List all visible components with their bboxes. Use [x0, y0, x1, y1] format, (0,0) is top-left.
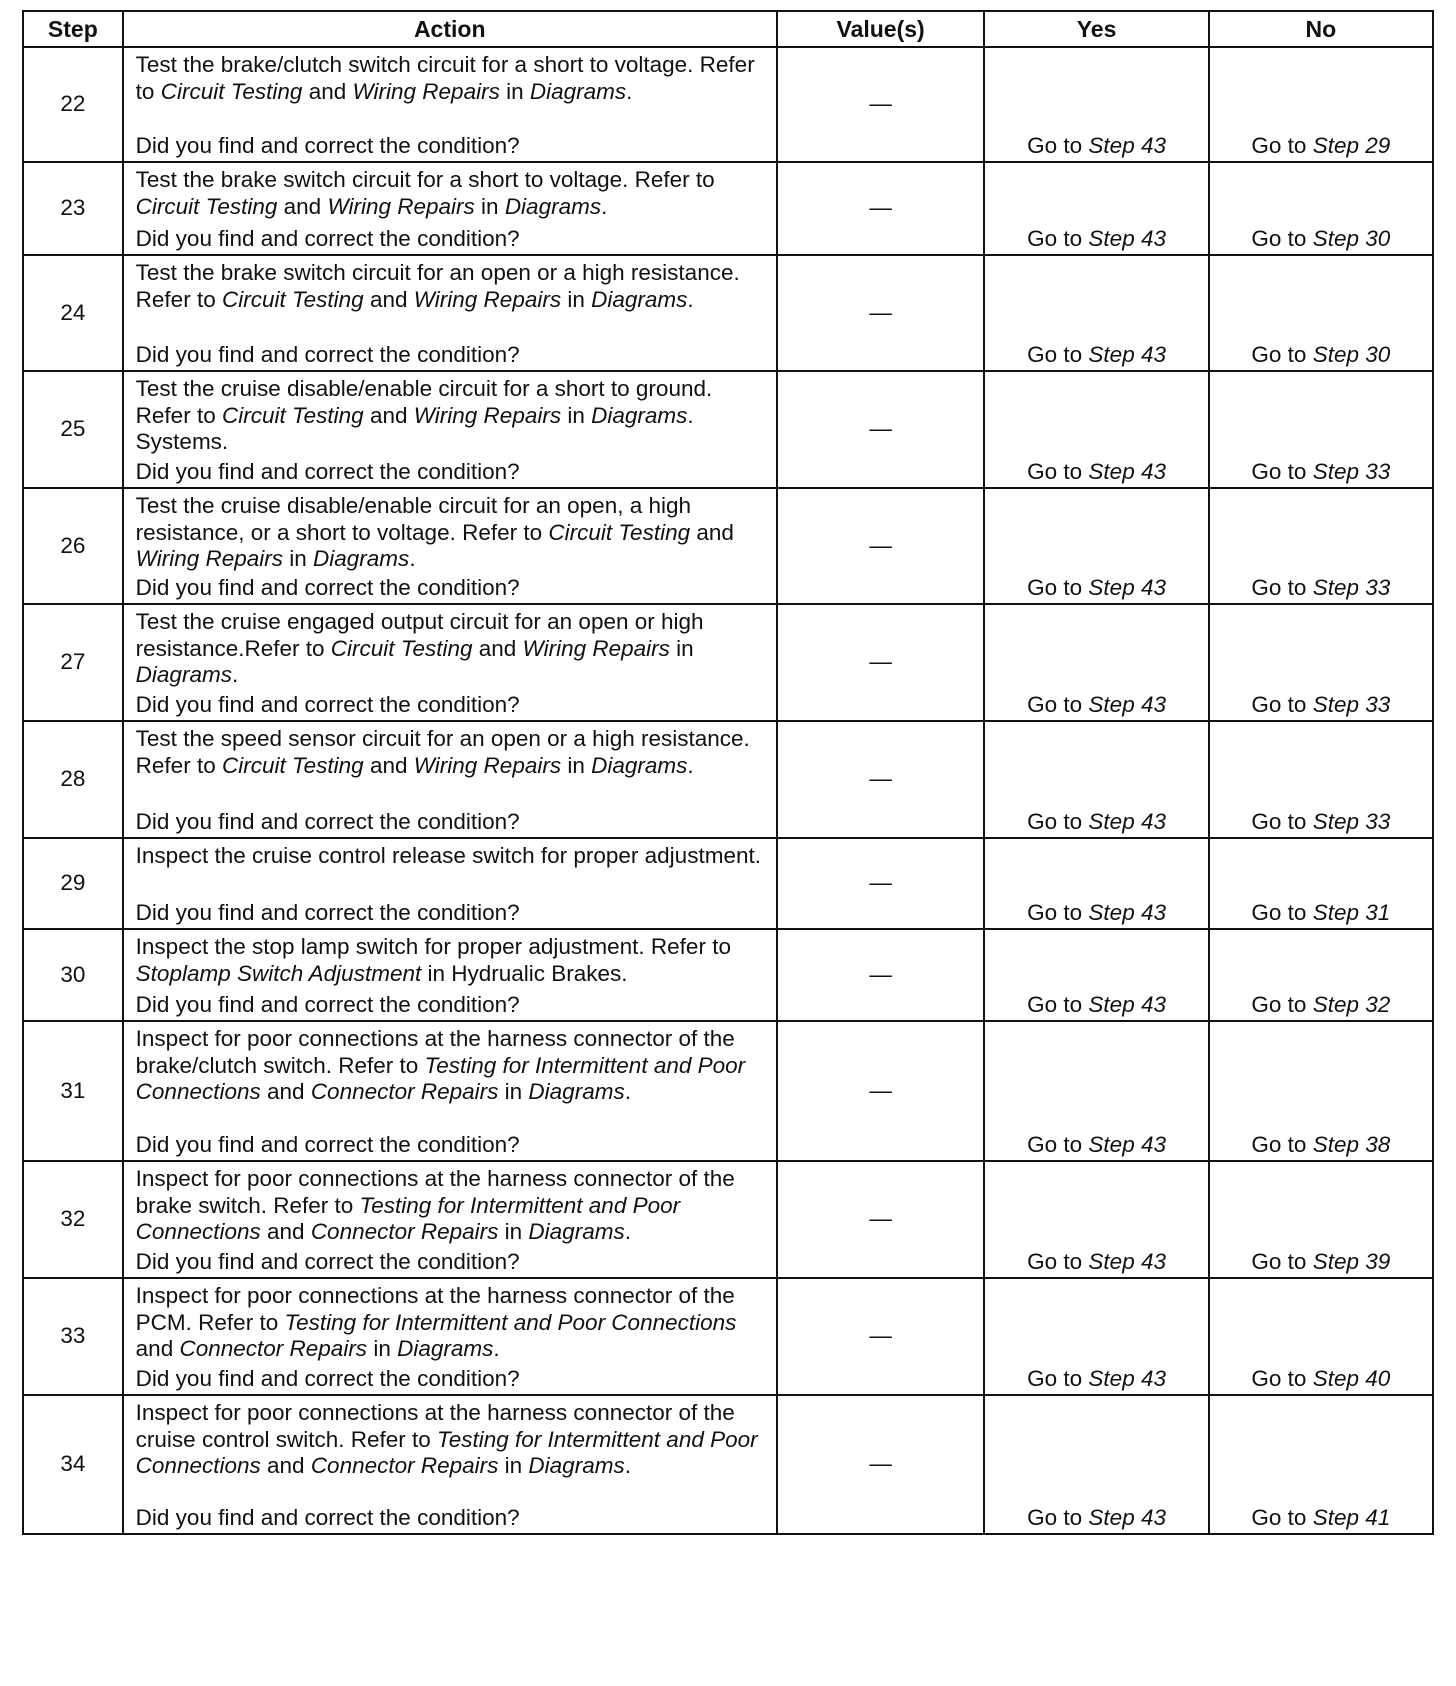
no-cell: [1209, 162, 1433, 255]
action-content: [136, 1026, 766, 1158]
reference-link: Diagrams: [529, 78, 627, 104]
action-cell: [123, 604, 777, 721]
question-text: Did you find and correct the condition?: [135, 132, 520, 158]
question-text: Did you find and correct the condition?: [135, 991, 520, 1017]
action-segment: and: [690, 519, 734, 545]
action-content: [136, 52, 766, 159]
table-row: [23, 838, 1433, 929]
action-cell: [123, 721, 777, 838]
table-row: [23, 162, 1433, 255]
yes-step-link: Step 43: [1088, 1365, 1166, 1391]
step-number: 26: [23, 488, 123, 604]
action-segment: and: [260, 1079, 311, 1104]
action-segment: in: [561, 286, 592, 312]
action-cell: [123, 1021, 777, 1161]
yes-cell: [984, 371, 1208, 488]
action-segment: and: [472, 635, 523, 661]
no-prefix: Go to: [1251, 991, 1313, 1017]
action-segment: .: [624, 1219, 631, 1244]
no-step-link: Step 30: [1312, 341, 1391, 367]
action-segment: in Hydrualic Brakes.: [421, 960, 628, 986]
no-cell: [1209, 838, 1433, 929]
step-number: 28: [23, 721, 123, 838]
action-text: [136, 726, 766, 779]
reference-link: Diagrams: [504, 193, 602, 219]
action-text: [136, 1283, 766, 1363]
action-segment: in: [498, 1453, 529, 1478]
header-action: Action: [123, 11, 777, 47]
value-cell: —: [777, 604, 985, 721]
yes-prefix: Go to: [1027, 458, 1089, 484]
action-segment: and: [135, 1336, 180, 1361]
action-cell: [123, 47, 777, 162]
action-segment: .: [231, 662, 239, 687]
action-content: [136, 1166, 766, 1275]
yes-cell: [984, 604, 1208, 721]
no-prefix: Go to: [1251, 808, 1313, 834]
table-row: [23, 721, 1433, 838]
question-text: Did you find and correct the condition?: [135, 1365, 520, 1391]
step-number: 29: [23, 838, 123, 929]
value-cell: —: [777, 838, 985, 929]
action-content: [136, 726, 766, 835]
yes-prefix: Go to: [1027, 808, 1089, 834]
table-row: [23, 47, 1433, 162]
value-cell: —: [777, 929, 985, 1021]
reference-link: Wiring Repairs: [522, 635, 670, 661]
header-values: Value(s): [777, 11, 985, 47]
reference-link: Testing for Intermittent and Poor Connections: [284, 1309, 737, 1335]
yes-cell: [984, 1021, 1208, 1161]
reference-link: Wiring Repairs: [413, 286, 562, 312]
action-cell: [123, 488, 777, 604]
no-prefix: Go to: [1251, 1248, 1313, 1274]
no-prefix: Go to: [1251, 225, 1313, 251]
action-text: [136, 934, 766, 987]
reference-link: Diagrams: [591, 402, 688, 428]
table-row: [23, 1395, 1433, 1534]
no-cell: [1209, 488, 1433, 604]
yes-prefix: Go to: [1027, 1365, 1089, 1391]
action-segment: Inspect for poor connections at the harness connector of the cruise control switch. Refer to: [135, 1400, 735, 1452]
yes-prefix: Go to: [1027, 1248, 1089, 1274]
reference-link: Wiring Repairs: [327, 193, 475, 219]
no-step-link: Step 32: [1312, 991, 1391, 1017]
header-row: [23, 11, 1433, 47]
no-prefix: Go to: [1251, 1365, 1313, 1391]
action-segment: Test the cruise disable/enable circuit for a short to ground. Refer to: [135, 376, 713, 428]
yes-step-link: Step 43: [1088, 132, 1166, 158]
action-segment: Inspect for poor connections at the harness connector of the PCM. Refer to: [135, 1283, 735, 1335]
yes-cell: [984, 721, 1208, 838]
yes-step-link: Step 43: [1088, 808, 1166, 834]
reference-link: Diagrams: [528, 1453, 625, 1478]
action-segment: and: [363, 402, 414, 428]
action-cell: [123, 1395, 777, 1534]
value-cell: —: [777, 488, 985, 604]
yes-step-link: Step 43: [1088, 899, 1166, 925]
yes-step-link: Step 43: [1088, 1248, 1166, 1274]
reference-link: Circuit Testing: [221, 752, 364, 778]
action-cell: [123, 371, 777, 488]
action-text: [136, 609, 766, 689]
yes-step-link: Step 43: [1088, 1504, 1166, 1530]
yes-prefix: Go to: [1027, 574, 1089, 600]
value-cell: —: [777, 162, 985, 255]
yes-prefix: Go to: [1027, 1504, 1089, 1530]
reference-link: Wiring Repairs: [352, 78, 500, 104]
yes-prefix: Go to: [1027, 225, 1089, 251]
yes-prefix: Go to: [1027, 132, 1089, 158]
reference-link: Testing for Intermittent and Poor Connections: [135, 1192, 681, 1244]
question-text: Did you find and correct the condition?: [135, 1504, 520, 1530]
no-prefix: Go to: [1251, 458, 1313, 484]
question-text: Did you find and correct the condition?: [135, 1131, 520, 1157]
yes-cell: [984, 162, 1208, 255]
yes-step-link: Step 43: [1088, 341, 1166, 367]
no-cell: [1209, 1278, 1433, 1395]
action-segment: .: [409, 546, 416, 571]
table-row: [23, 1161, 1433, 1278]
question-text: Did you find and correct the condition?: [135, 458, 520, 484]
table-row: [23, 929, 1433, 1021]
table-row: [23, 488, 1433, 604]
action-cell: [123, 1278, 777, 1395]
action-content: [136, 260, 766, 368]
value-cell: —: [777, 1021, 985, 1161]
no-step-link: Step 33: [1312, 691, 1391, 717]
action-cell: [123, 255, 777, 371]
yes-cell: [984, 838, 1208, 929]
action-content: [136, 1283, 766, 1392]
reference-link: Circuit Testing: [221, 402, 364, 428]
yes-step-link: Step 43: [1088, 574, 1166, 600]
action-segment: in: [669, 635, 694, 661]
action-text: [136, 167, 766, 220]
question-text: Did you find and correct the condition?: [135, 1248, 520, 1274]
step-number: 25: [23, 371, 123, 488]
no-cell: [1209, 47, 1433, 162]
table-row: [23, 371, 1433, 488]
no-cell: [1209, 371, 1433, 488]
reference-link: Circuit Testing: [330, 635, 473, 661]
no-prefix: Go to: [1251, 899, 1313, 925]
action-text: [136, 1400, 766, 1480]
question-text: Did you find and correct the condition?: [135, 225, 520, 251]
no-cell: [1209, 255, 1433, 371]
yes-cell: [984, 1395, 1208, 1534]
header-step: Step: [23, 11, 123, 47]
action-segment: Inspect the cruise control release switch for proper adjustment.: [135, 843, 761, 868]
action-content: [136, 609, 766, 718]
action-segment: in: [499, 78, 530, 104]
action-cell: [123, 162, 777, 255]
yes-cell: [984, 47, 1208, 162]
step-number: 27: [23, 604, 123, 721]
no-step-link: Step 39: [1312, 1248, 1391, 1274]
no-step-link: Step 30: [1312, 225, 1391, 251]
value-cell: —: [777, 1278, 985, 1395]
no-prefix: Go to: [1251, 1504, 1313, 1530]
reference-link: Diagrams: [313, 546, 410, 571]
no-step-link: Step 41: [1312, 1504, 1391, 1530]
step-number: 23: [23, 162, 123, 255]
yes-prefix: Go to: [1027, 341, 1089, 367]
no-step-link: Step 31: [1312, 899, 1391, 925]
action-segment: and: [363, 752, 414, 778]
table-body: [23, 47, 1433, 1534]
yes-cell: [984, 1278, 1208, 1395]
action-segment: Test the brake/clutch switch circuit for a short to voltage. Refer to: [135, 52, 755, 104]
diagnostic-table: [22, 10, 1434, 1535]
yes-cell: [984, 255, 1208, 371]
action-segment: Test the brake switch circuit for an open or a high resistance. Refer to: [135, 260, 740, 312]
no-step-link: Step 40: [1312, 1365, 1391, 1391]
reference-link: Diagrams: [528, 1219, 625, 1244]
step-number: 32: [23, 1161, 123, 1278]
action-segment: . Systems.: [135, 402, 694, 454]
action-segment: .: [601, 193, 608, 219]
action-segment: .: [624, 1079, 631, 1104]
header-yes: Yes: [984, 11, 1208, 47]
step-number: 30: [23, 929, 123, 1021]
action-segment: Inspect for poor connections at the harness connector of the brake switch. Refer to: [135, 1166, 735, 1218]
action-segment: in: [474, 193, 505, 219]
reference-link: Connector Repairs: [310, 1079, 499, 1104]
step-number: 24: [23, 255, 123, 371]
yes-cell: [984, 1161, 1208, 1278]
no-prefix: Go to: [1251, 574, 1313, 600]
reference-link: Testing for Intermittent and Poor Connections: [135, 1052, 746, 1104]
reference-link: Diagrams: [397, 1336, 494, 1361]
action-segment: and: [277, 193, 328, 219]
yes-step-link: Step 43: [1088, 458, 1166, 484]
action-cell: [123, 838, 777, 929]
question-text: Did you find and correct the condition?: [135, 808, 520, 834]
no-prefix: Go to: [1251, 341, 1313, 367]
no-prefix: Go to: [1251, 691, 1313, 717]
no-step-link: Step 29: [1312, 132, 1391, 158]
reference-link: Circuit Testing: [135, 193, 278, 219]
action-text: [136, 260, 766, 313]
no-cell: [1209, 1021, 1433, 1161]
yes-step-link: Step 43: [1088, 1131, 1166, 1157]
step-number: 31: [23, 1021, 123, 1161]
no-step-link: Step 33: [1312, 458, 1391, 484]
yes-cell: [984, 929, 1208, 1021]
action-content: [136, 1400, 766, 1531]
action-segment: Inspect the stop lamp switch for proper adjustment. Refer to: [135, 934, 731, 959]
reference-link: Stoplamp Switch Adjustment: [135, 960, 422, 986]
action-cell: [123, 1161, 777, 1278]
reference-link: Diagrams: [591, 286, 688, 312]
yes-cell: [984, 488, 1208, 604]
action-text: [136, 52, 766, 105]
table-row: [23, 604, 1433, 721]
action-cell: [123, 929, 777, 1021]
reference-link: Wiring Repairs: [135, 546, 284, 571]
reference-link: Connector Repairs: [310, 1219, 499, 1244]
action-segment: .: [687, 286, 694, 312]
reference-link: Connector Repairs: [179, 1336, 368, 1361]
question-text: Did you find and correct the condition?: [135, 341, 520, 367]
no-cell: [1209, 1395, 1433, 1534]
reference-link: Connector Repairs: [310, 1453, 499, 1478]
action-text: [136, 843, 766, 870]
action-content: [136, 843, 766, 926]
reference-link: Diagrams: [591, 752, 688, 778]
no-cell: [1209, 604, 1433, 721]
yes-step-link: Step 43: [1088, 225, 1166, 251]
action-segment: Test the cruise engaged output circuit for an open or high resistance.Refer to: [135, 609, 704, 661]
question-text: Did you find and correct the condition?: [135, 574, 520, 600]
step-number: 34: [23, 1395, 123, 1534]
no-cell: [1209, 721, 1433, 838]
action-text: [136, 1026, 766, 1106]
action-text: [136, 493, 766, 573]
no-cell: [1209, 929, 1433, 1021]
no-step-link: Step 33: [1312, 574, 1391, 600]
action-segment: and: [302, 78, 353, 104]
value-cell: —: [777, 1395, 985, 1534]
action-segment: Test the brake switch circuit for a short to voltage. Refer to: [135, 167, 715, 192]
no-prefix: Go to: [1251, 1131, 1313, 1157]
action-segment: in: [283, 546, 314, 571]
action-segment: .: [624, 1453, 631, 1478]
yes-prefix: Go to: [1027, 691, 1089, 717]
action-segment: Test the speed sensor circuit for an open or a high resistance. Refer to: [135, 726, 750, 778]
yes-step-link: Step 43: [1088, 991, 1166, 1017]
value-cell: —: [777, 47, 985, 162]
reference-link: Diagrams: [528, 1079, 625, 1104]
action-segment: and: [363, 286, 414, 312]
action-segment: in: [561, 402, 592, 428]
reference-link: Wiring Repairs: [413, 402, 562, 428]
table-row: [23, 1278, 1433, 1395]
action-content: [136, 376, 766, 485]
no-cell: [1209, 1161, 1433, 1278]
yes-step-link: Step 43: [1088, 691, 1166, 717]
action-segment: in: [498, 1219, 529, 1244]
action-segment: in: [498, 1079, 529, 1104]
reference-link: Circuit Testing: [160, 78, 303, 104]
value-cell: —: [777, 371, 985, 488]
step-number: 22: [23, 47, 123, 162]
action-segment: .: [493, 1336, 500, 1361]
yes-prefix: Go to: [1027, 899, 1089, 925]
table-row: [23, 1021, 1433, 1161]
action-segment: .: [687, 752, 694, 778]
yes-prefix: Go to: [1027, 991, 1089, 1017]
no-step-link: Step 33: [1312, 808, 1391, 834]
value-cell: —: [777, 721, 985, 838]
action-content: [136, 167, 766, 252]
action-segment: and: [260, 1219, 311, 1244]
no-prefix: Go to: [1251, 132, 1313, 158]
header-no: No: [1209, 11, 1433, 47]
question-text: Did you find and correct the condition?: [135, 691, 520, 717]
step-number: 33: [23, 1278, 123, 1395]
yes-prefix: Go to: [1027, 1131, 1089, 1157]
reference-link: Circuit Testing: [221, 286, 364, 312]
action-content: [136, 934, 766, 1018]
question-text: Did you find and correct the condition?: [135, 899, 520, 925]
reference-link: Wiring Repairs: [413, 752, 562, 778]
action-content: [136, 493, 766, 601]
action-text: [136, 1166, 766, 1246]
action-text: [136, 376, 766, 456]
value-cell: —: [777, 1161, 985, 1278]
action-segment: and: [260, 1453, 311, 1478]
action-segment: in: [367, 1336, 398, 1361]
reference-link: Testing for Intermittent and Poor Connections: [135, 1426, 758, 1478]
reference-link: Circuit Testing: [548, 519, 691, 545]
table-row: [23, 255, 1433, 371]
action-segment: Test the cruise disable/enable circuit for an open, a high resistance, or a short to voltage. Refer to: [135, 493, 692, 545]
no-step-link: Step 38: [1312, 1131, 1391, 1157]
action-segment: .: [626, 78, 633, 104]
action-segment: Inspect for poor connections at the harness connector of the brake/clutch switch. Refer to: [135, 1026, 735, 1078]
action-segment: in: [561, 752, 592, 778]
reference-link: Diagrams: [135, 662, 232, 687]
value-cell: —: [777, 255, 985, 371]
